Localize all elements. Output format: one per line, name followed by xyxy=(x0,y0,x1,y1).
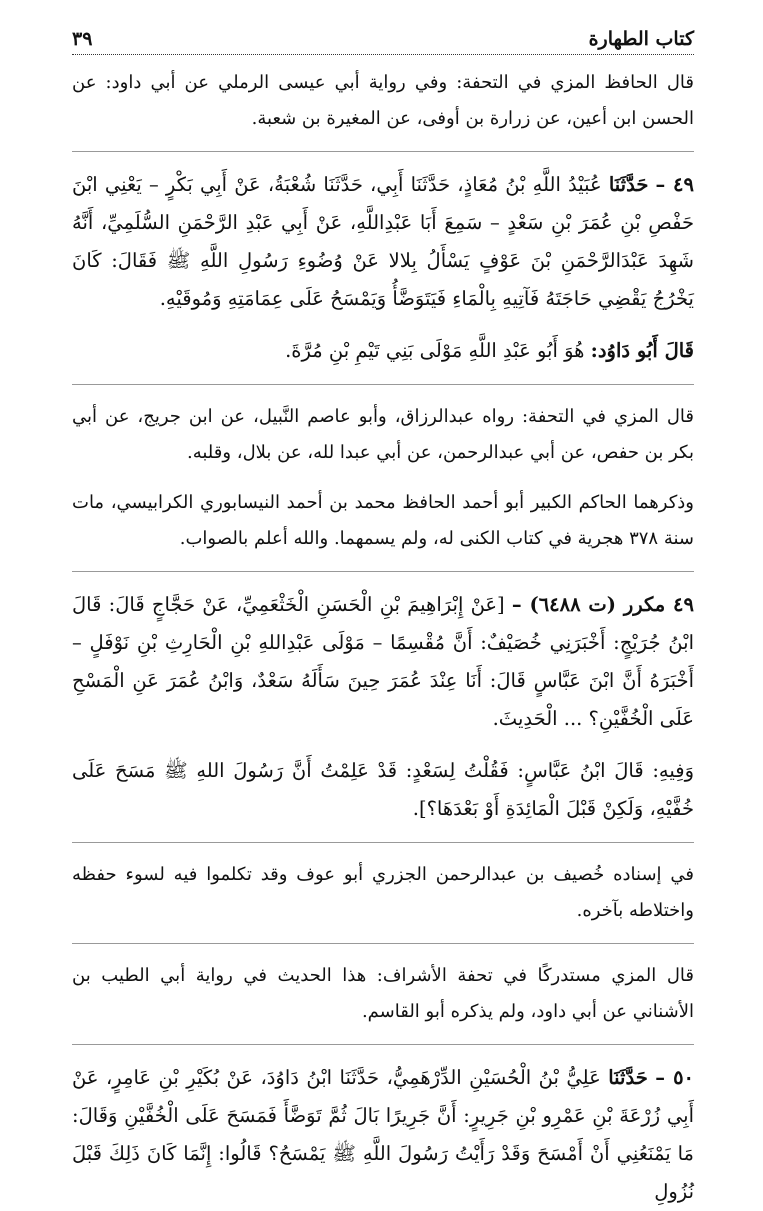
hadith-50 xyxy=(72,1059,694,1211)
hadith-49-repeated xyxy=(72,586,694,738)
hadith-text: عَلِيُّ بْنُ الْحُسَيْنِ الدِّرْهَمِيُّ، حَدَّثَنَا ابْنُ دَاوُدَ، عَنْ بُكَيْرِ بْنِ عَامِرٍ، عَنْ أَبِي زُرْعَةَ بْنِ عَمْرِو بْنِ جَرِيرٍ: أَنَّ جَرِيرًا بَالَ ثُمَّ تَوَضَّأَ فَمَسَحَ عَلَى الْخُفَّيْنِ وَقَالَ: مَا يَمْنَعُنِي أَنْ أَمْسَحَ وَقَدْ رَأَيْتُ رَسُولَ اللَّهِ ﷺ يَمْسَحُ؟ قَالُوا: إِنَّمَا كَانَ ذَلِكَ قَبْلَ نُزُولِ xyxy=(72,1066,694,1203)
hadith-49 xyxy=(72,166,694,318)
paragraph-9: قال المزي مستدركًا في تحفة الأشراف: هذا الحديث في رواية أبي الطيب بن الأشناني عن أبي داود، ولم يذكره أبو القاسم. xyxy=(72,965,694,1022)
hadith-number: ٤٩ – xyxy=(655,173,694,196)
section-divider xyxy=(72,943,694,944)
note-lead: قَالَ أَبُو دَاوُد: xyxy=(590,339,694,362)
paragraph-8: في إسناده خُصيف بن عبدالرحمن الجزري أبو عوف وقد تكلموا فيه لسوء حفظه واختلاطه بآخره. xyxy=(72,864,694,921)
note-text: هُوَ أَبُو عَبْدِ اللَّهِ مَوْلَى بَنِي تَيْمِ بْنِ مُرَّةَ. xyxy=(285,339,585,362)
paragraph-1: قال الحافظ المزي في التحفة: وفي رواية أبي عيسى الرملي عن أبي داود: عن الحسن ابن أعين، عن زرارة بن أوفى، عن المغيرة بن شعبة. xyxy=(72,72,694,129)
hadith-text: عُبَيْدُ اللَّهِ بْنُ مُعَاذٍ، حَدَّثَنَا أَبِي، حَدَّثَنَا شُعْبَةُ، عَنْ أَبِي بَكْرٍ – يَعْنِي ابْنَ حَفْصِ بْنِ عُمَرَ بْنِ سَعْدٍ – سَمِعَ أَبَا عَبْدِاللَّهِ، عَنْ أَبِي عَبْدِ الرَّحْمَنِ السُّلَمِيِّ، أَنَّهُ شَهِدَ عَبْدَالرَّحْمَنِ بْنَ عَوْفٍ يَسْأَلُ بِلالا عَنْ وُضُوءِ رَسُولِ اللَّهِ ﷺ فَقَالَ: كَانَ يَخْرُجُ يَقْضِي حَاجَتَهُ فَآتِيهِ بِالْمَاءِ فَيَتَوَضَّأُ وَيَمْسَحُ عَلَى عِمَامَتِهِ وَمُوقَيْهِ. xyxy=(72,173,694,310)
section-divider xyxy=(72,571,694,572)
hadith-number: ٥٠ – xyxy=(655,1066,695,1089)
paragraph-5: وذكرهما الحاكم الكبير أبو أحمد الحافظ محمد بن أحمد النيسابوري الكرابيسي، مات سنة ٣٧٨ هجرية في كتاب الكنى له، ولم يسمهما. والله أعلم بالصواب. xyxy=(72,492,694,549)
hadith-number: ٤٩ مكرر (ت ٦٤٨٨) – xyxy=(511,593,694,616)
paragraph-4: قال المزي في التحفة: رواه عبدالرزاق، وأبو عاصم النَّبيل، عن ابن جريج، عن أبي بكر بن حفص، عن أبي عبدالرحمن، عن أبي عبدا لله، عن بلال، وقلبه. xyxy=(72,406,694,463)
paragraph-7: وَفِيهِ: قَالَ ابْنُ عَبَّاسٍ: فَقُلْتُ لِسَعْدٍ: قَدْ عَلِمْتُ أَنَّ رَسُولَ اللهِ ﷺ مَسَحَ عَلَى خُفَّيْهِ، وَلَكِنْ قَبْلَ الْمَائِدَةِ أَوْ بَعْدَهَا؟]. xyxy=(72,759,694,820)
section-divider xyxy=(72,151,694,152)
document-page xyxy=(72,28,694,1211)
hadith-lead: حَدَّثَنَا xyxy=(608,1066,648,1089)
section-divider xyxy=(72,842,694,843)
abu-dawud-note xyxy=(72,332,694,370)
page-header xyxy=(72,28,694,55)
hadith-lead: حَدَّثَنَا xyxy=(608,173,649,196)
section-divider xyxy=(72,384,694,385)
hadith-text: [عَنْ إِبْرَاهِيمَ بْنِ الْحَسَنِ الْخَثْعَمِيِّ، عَنْ حَجَّاجٍ قَالَ: قَالَ ابْنُ جُرَيْجٍ: أَخْبَرَنِي خُصَيْفٌ: أَنَّ مُقْسِمًا – مَوْلَى عَبْدِاللهِ بْنِ الْحَارِثِ بْنِ نَوْفَلٍ – أَخْبَرَهُ أَنَّ ابْنَ عَبَّاسٍ قَالَ: أَنَا عِنْدَ عُمَرَ حِينَ سَأَلَهُ سَعْدٌ، وَابْنُ عُمَرَ عَنِ الْمَسْحِ عَلَى الْخُفَّيْنِ؟ ... الْحَدِيثَ. xyxy=(72,593,694,730)
page-number: ٣٩ xyxy=(72,28,93,50)
running-title: كتاب الطهارة xyxy=(588,28,694,50)
section-divider xyxy=(72,1044,694,1045)
